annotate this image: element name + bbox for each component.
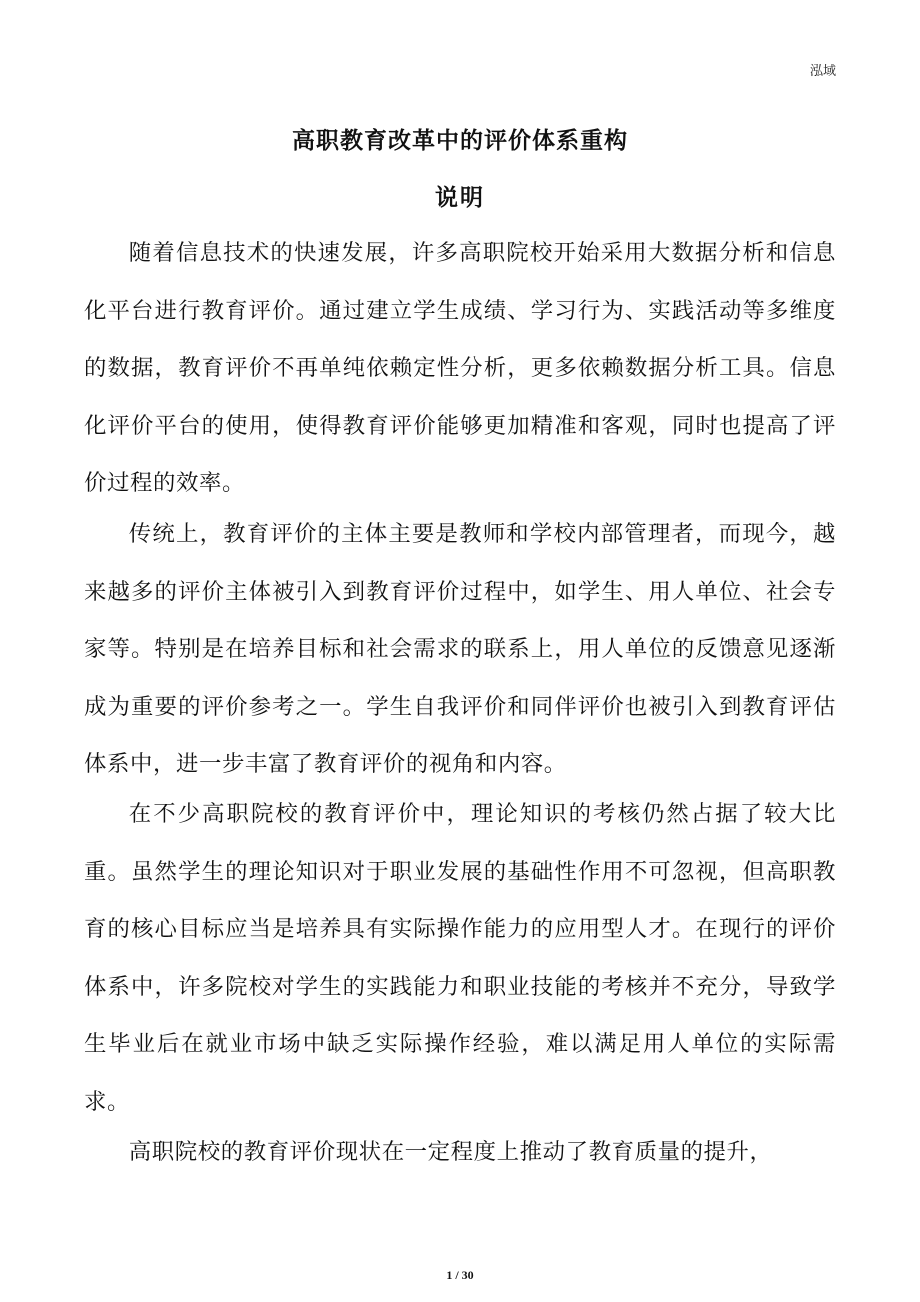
section-title: 说明 — [435, 185, 485, 211]
paragraph-2: 传统上，教育评价的主体主要是教师和学校内部管理者，而现今，越来越多的评价主体被引入到教育评价过程中，如学生、用人单位、社会专家等。特别是在培养目标和社会需求的联系上，用人单位的反馈意见逐渐成为重要的评价参考之一。学生自我评价和同伴评价也被引入到教育评估体系中，进一步丰富了教育评价的视角和内容。 — [84, 521, 836, 777]
paragraph-4: 高职院校的教育评价现状在一定程度上推动了教育质量的提升， — [128, 1139, 773, 1165]
document-title: 高职教育改革中的评价体系重构 — [292, 128, 628, 154]
page-number: 1 / 30 — [446, 1268, 474, 1282]
paragraph-1: 随着信息技术的快速发展，许多高职院校开始采用大数据分析和信息化平台进行教育评价。通过建立学生成绩、学习行为、实践活动等多维度的数据，教育评价不再单纯依赖定性分析，更多依赖数据分析工具。信息化评价平台的使用，使得教育评价能够更加精准和客观，同时也提高了评价过程的效率。 — [84, 240, 836, 496]
paragraph-3: 在不少高职院校的教育评价中，理论知识的考核仍然占据了较大比重。虽然学生的理论知识对于职业发展的基础性作用不可忽视，但高职教育的核心目标应当是培养具有实际操作能力的应用型人才。在现行的评价体系中，许多院校对学生的实践能力和职业技能的考核并不充分，导致学生毕业后在就业市场中缺乏实际操作经验，难以满足用人单位的实际需求。 — [84, 801, 836, 1115]
header-brand-mark: 泓域 — [809, 64, 836, 79]
